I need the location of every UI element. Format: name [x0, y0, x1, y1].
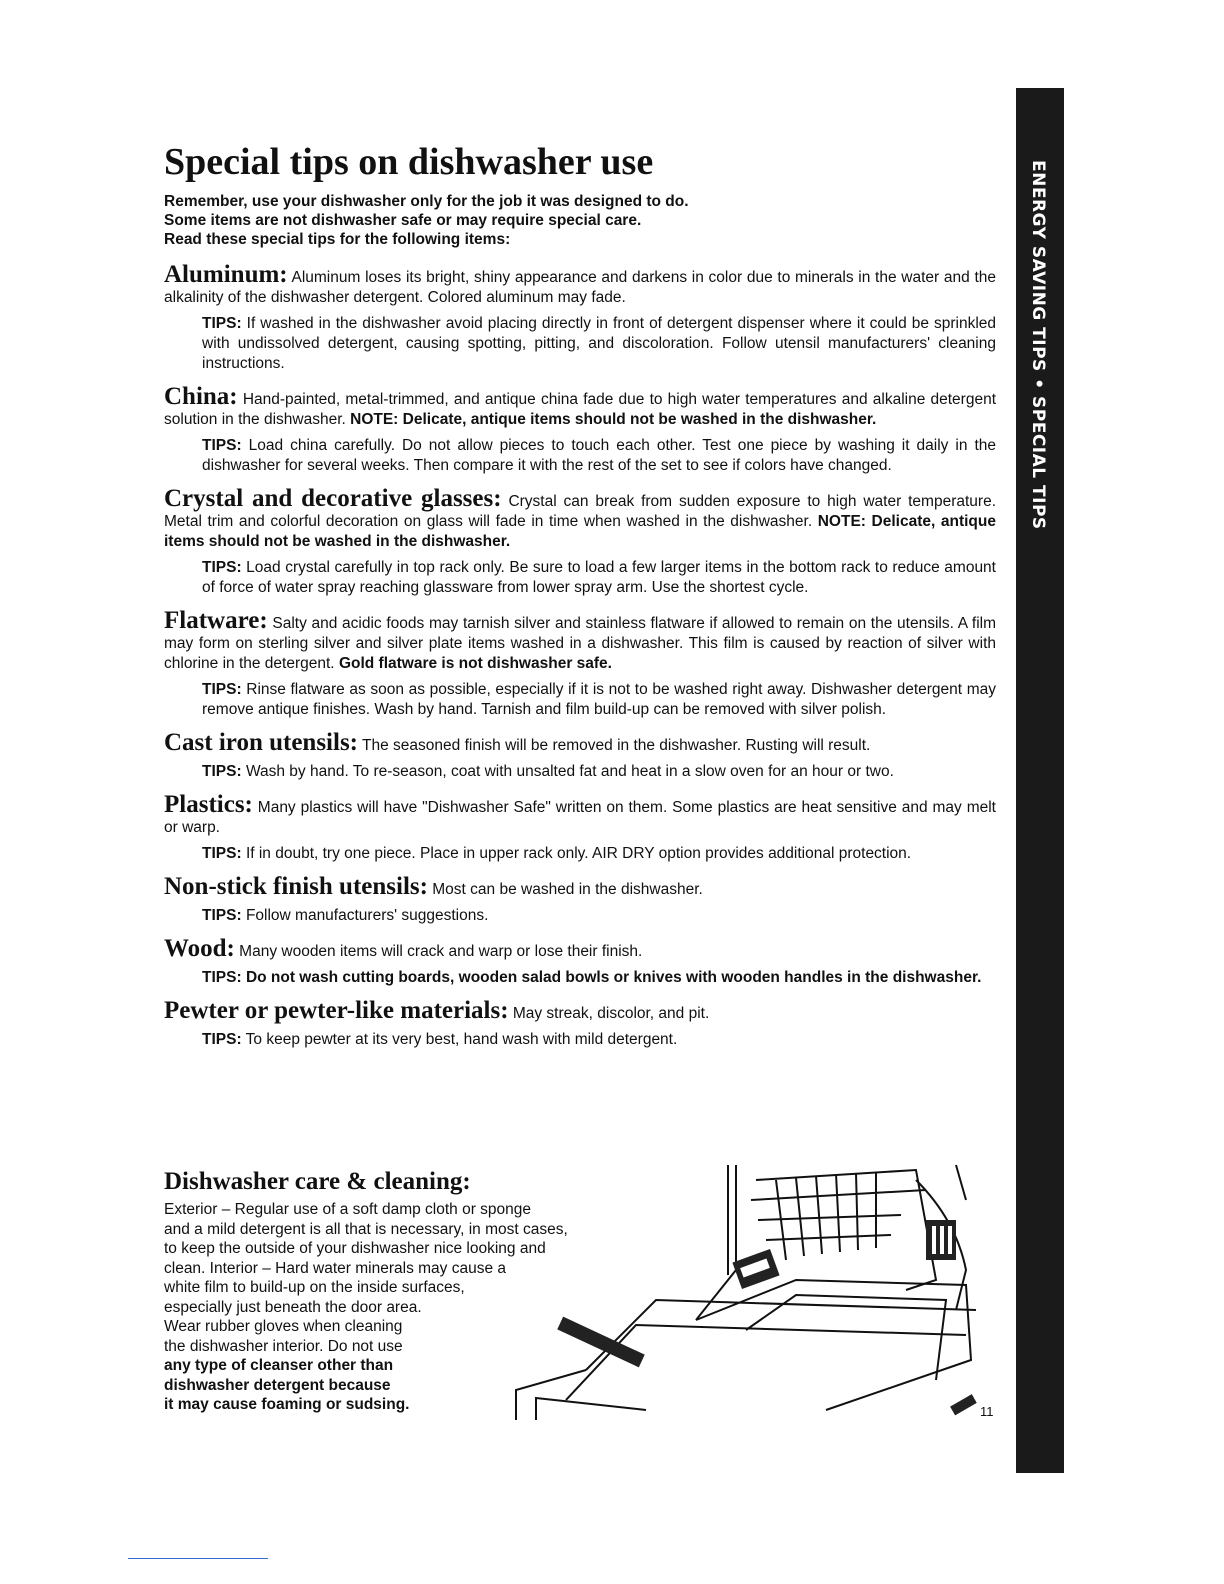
section-paragraph: [164, 608, 996, 674]
tips-text: Rinse flatware as soon as possible, especially if it is not to be washed right away. Dishwasher detergent may remove antique finishes. Wash by hand. Tarnish and film build-up can be removed with silver polish.: [202, 681, 996, 718]
section-paragraph: [164, 998, 996, 1024]
tips-label: TIPS:: [202, 1031, 242, 1048]
section-tips: [202, 558, 996, 598]
section-heading: Plastics:: [164, 791, 253, 818]
section-heading: Aluminum:: [164, 261, 288, 288]
section-paragraph: [164, 384, 996, 430]
care-line: it may cause foaming or sudsing.: [164, 1396, 410, 1413]
tips-text: If in doubt, try one piece. Place in upper rack only. AIR DRY option provides additional protection.: [245, 845, 912, 862]
section-body: Salty and acidic foods may tarnish silver and stainless flatware if allowed to remain on the utensils. A film may form on sterling silver and silver plate items washed in a dishwasher. This film is caused by reaction of silver with chlorine in the detergent.: [164, 615, 996, 672]
section-body: Most can be washed in the dishwasher.: [432, 881, 703, 898]
section-heading: Non-stick finish utensils:: [164, 873, 428, 900]
section-paragraph: [164, 730, 996, 756]
tips-label: TIPS:: [202, 681, 242, 698]
section-tips: [202, 680, 996, 720]
section-note: NOTE: Delicate, antique items should not be washed in the dishwasher.: [350, 411, 877, 428]
tips-text: If washed in the dishwasher avoid placing directly in front of detergent dispenser where it could be sprinkled with undissolved detergent, causing spotting, pitting, and discoloration. Follow utensil manufacturers' cleaning instructions.: [202, 315, 997, 372]
intro-line: Remember, use your dishwasher only for the job it was designed to do.: [164, 193, 689, 210]
tip-section: [164, 262, 996, 374]
care-line: and a mild detergent is all that is necessary, in most cases,: [164, 1220, 568, 1238]
section-heading: Flatware:: [164, 607, 268, 634]
section-paragraph: [164, 874, 996, 900]
tips-text: To keep pewter at its very best, hand wash with mild detergent.: [245, 1031, 678, 1048]
section-tips: [202, 1030, 996, 1050]
care-line: white film to build-up on the inside surfaces,: [164, 1279, 465, 1296]
intro-line: Some items are not dishwasher safe or may require special care.: [164, 212, 642, 229]
care-line: Exterior – Regular use of a soft damp cloth or sponge: [164, 1201, 532, 1218]
section-tips: [202, 968, 996, 988]
care-line: clean. Interior – Hard water minerals may cause a: [164, 1259, 507, 1277]
intro: [164, 192, 944, 249]
care-line: to keep the outside of your dishwasher nice looking and: [164, 1240, 546, 1257]
tip-section: [164, 730, 996, 782]
section-heading: Crystal and decorative glasses:: [164, 485, 502, 512]
section-paragraph: [164, 262, 996, 308]
page-title: Special tips on dishwasher use: [164, 141, 654, 183]
section-tips: [202, 314, 996, 374]
section-paragraph: [164, 792, 996, 838]
section-body: Many plastics will have "Dishwasher Safe" written on them. Some plastics are heat sensitive and may melt or warp.: [164, 799, 996, 836]
tip-section: [164, 936, 996, 988]
section-heading: Wood:: [164, 935, 235, 962]
tip-section: [164, 608, 996, 720]
tips-label: TIPS:: [202, 969, 242, 986]
tips-text: Load crystal carefully in top rack only. Be sure to load a few larger items in the bottom rack to reduce amount of force of water spray reaching glassware from lower spray arm. Use the shortest cycle.: [202, 559, 996, 596]
tips-label: TIPS:: [202, 763, 242, 780]
section-tips: [202, 436, 996, 476]
care-line: dishwasher detergent because: [164, 1376, 391, 1394]
tip-section: [164, 792, 996, 864]
footer-rule: [128, 1558, 268, 1559]
care-line: any type of cleanser other than: [164, 1357, 394, 1374]
section-body: Aluminum loses its bright, shiny appearance and darkens in color due to minerals in the water and the alkalinity of the dishwasher detergent. Colored aluminum may fade.: [164, 269, 996, 306]
section-note: NOTE: Delicate, antique items should not be washed in the dishwasher.: [164, 513, 996, 550]
tips-label: TIPS:: [202, 907, 242, 924]
tips-label: TIPS:: [202, 315, 242, 332]
tips-sections: [164, 262, 996, 1060]
section-body: Many wooden items will crack and warp or lose their finish.: [239, 943, 643, 960]
section-heading: Cast iron utensils:: [164, 729, 359, 756]
section-tab-label: ENERGY SAVING TIPS • SPECIAL TIPS: [1028, 160, 1048, 530]
tip-section: [164, 998, 996, 1050]
tips-bold-text: Do not wash cutting boards, wooden salad bowls or knives with wooden handles in the dishwasher.: [245, 969, 982, 986]
tips-label: TIPS:: [202, 437, 242, 454]
tip-section: [164, 874, 996, 926]
care-line: especially just beneath the door area.: [164, 1298, 422, 1316]
tip-section: [164, 384, 996, 476]
section-paragraph: [164, 486, 996, 552]
section-body: Hand-painted, metal-trimmed, and antique china fade due to high water temperatures and alkaline detergent solution in the dishwasher.: [164, 391, 997, 428]
section-paragraph: [164, 936, 996, 962]
intro-line: Read these special tips for the following items:: [164, 231, 511, 248]
tips-text: Follow manufacturers' suggestions.: [245, 907, 489, 924]
care-line: the dishwasher interior. Do not use: [164, 1337, 403, 1355]
section-body: Crystal can break from sudden exposure to high water temperature. Metal trim and colorful decoration on glass will fade in time when washed in the dishwasher.: [164, 493, 997, 530]
care-title: Dishwasher care & cleaning:: [164, 1168, 471, 1195]
section-tips: [202, 906, 996, 926]
page-number: 11: [980, 1404, 994, 1419]
tip-section: [164, 486, 996, 598]
tips-text: Load china carefully. Do not allow pieces to touch each other. Test one piece by washing it daily in the dishwasher for several weeks. Then compare it with the rest of the set to see if colors have changed.: [202, 437, 997, 474]
section-body: May streak, discolor, and pit.: [512, 1005, 710, 1022]
section-note: Gold flatware is not dishwasher safe.: [338, 655, 612, 672]
care-line: Wear rubber gloves when cleaning: [164, 1318, 403, 1335]
section-tips: [202, 762, 996, 782]
tips-label: TIPS:: [202, 845, 242, 862]
section-tips: [202, 844, 996, 864]
tips-label: TIPS:: [202, 559, 242, 576]
section-body: The seasoned finish will be removed in the dishwasher. Rusting will result.: [362, 737, 871, 754]
tips-text: Wash by hand. To re-season, coat with unsalted fat and heat in a slow oven for an hour or two.: [245, 763, 894, 780]
section-heading: Pewter or pewter-like materials:: [164, 997, 509, 1024]
dishwasher-illustration: [496, 1160, 986, 1420]
section-heading: China:: [164, 383, 238, 410]
